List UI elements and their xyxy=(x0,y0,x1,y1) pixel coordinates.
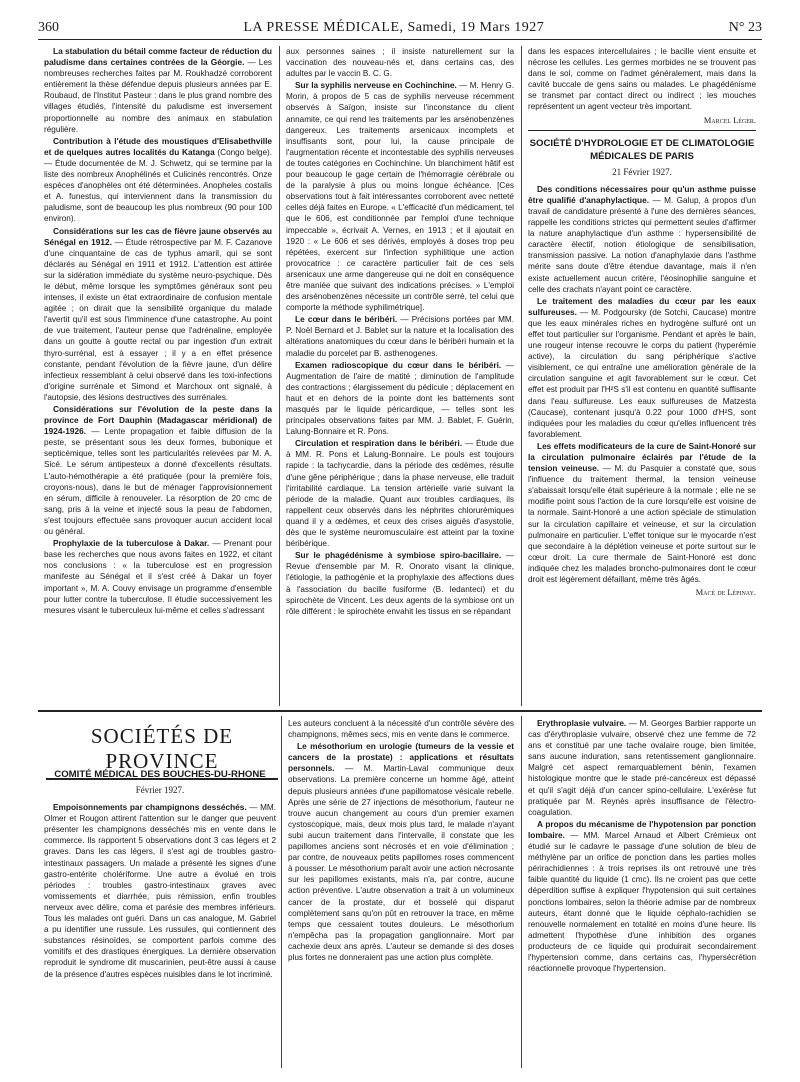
article-heading: Examen radioscopique du cœur dans le béribéri. xyxy=(295,359,502,370)
article-body: — Étude rétrospective par M. F. Cazanove d'une cinquantaine de cas de typhus amaril, qui se sont déclarés au Sénégal en 1911 et 1912. L'attention est attirée sur la sidération immédiate du système neuro-psychique. Dès le début, même lorsque les symptômes généraux sont peu intenses, il existe un état extraordinaire de confusion mentale agitée ; on dirait que la sensibilité organique du malade l'avertit qu'il est sous l'imminence d'une catastrophe. Au point de vue traitement, l'auteur pense que l'adrénaline, employée dans un goutte à goutte rectal ou par ingestion d'un extrait thyro-surrénal, est à essayer ; il y a en effet présence constante, pendant l'évolution de la fièvre jaune, d'un délire infectieux ressemblant à celui observé dans les toxi-infections d'origine surrénale et Simond et Marchoux ont signalé, à l'autopsie, des lésions destructives des surrénales. xyxy=(44,237,272,402)
article-body: — Revue d'ensemble par M. R. Onorato visant la clinique, l'étiologie, la pathogénie et la prophylaxie des affections dues à l'association du bacille fusiforme (B. ledanteci) et du spirochète de Vincent. Les deux agents de la symbiose ont un rôle différent : le spirochète envahit les tissus en se répandant xyxy=(286,551,514,616)
article-body: Les auteurs concluent à la nécessité d'un contrôle sévère des champignons, mêmes secs, mis en vente dans le commerce. xyxy=(288,719,514,740)
article-body: — Augmentation de l'aire de matité ; diminution de l'amplitude des contractions ; élargissement du pédicule ; déplacement en haut et en dehors de la pointe dont les battements sont masqués par le liquide péricardique, — telles sont les principales observations faites par MM. J. Bablet, F. Guérin, Lalung-Bonnaire et R. Pons. xyxy=(286,360,514,437)
article-paragraph xyxy=(286,80,514,313)
column-top-middle xyxy=(286,46,514,706)
committee-date: Février 1927. xyxy=(135,785,185,795)
journal-title: LA PRESSE MÉDICALE, Samedi, 19 Mars 1927 xyxy=(243,20,545,35)
article-heading: Empoisonnements par champignons desséchés. xyxy=(53,802,247,813)
column-bottom-middle xyxy=(288,718,514,1070)
session-date: 21 Février 1927. xyxy=(612,166,672,177)
article-paragraph xyxy=(286,46,514,79)
article-continuation: dans les espaces intercellulaires ; le bacille vient ensuite et nécrose les cellules. Les germes morbides ne se trouvent pas dans le sol, comme on l'admet généralement, mais dans la cavité buccale de gens sains ou malades. Le phagédénisme se transmet par contact direct ou indirect ; les mouches représentent un agent vecteur très important. xyxy=(528,47,756,112)
section-rule xyxy=(528,130,756,131)
article-heading: Le traitement des maladies du cœur par les eaux sulfureuses. xyxy=(528,295,756,317)
article-list xyxy=(44,802,276,980)
article-body: — M. Podgoursky (de Sotchi, Caucase) montre que les eaux minérales riches en hydrogène sulfuré ont un effet tout particulier sur l'organisme. Pendant et après le bain, une rougeur intense recouvre le corps du patient (hyperémie active), la circulation du sang périphérique s'active visiblement, ce qui entraîne une amélioration générale de la circulation sanguine et agit favorablement sur le cœur. Cet effet est produit par l'H²S s'il est contenu en quantité suffisante dans l'eau sulfureuse. Les eaux sulfureuses de Matzesta (Caucase), contenant jusqu'à 0.22 pour 1000 d'H²S, sont indiquées pour les maladies du cœur qu'elles influencent très favorablement. xyxy=(528,307,756,439)
article-body: — M. Henry G. Morin, à propos de 5 cas de syphilis nerveuse récemment observés à Saïgon, insiste sur l'inconstance du client annamite, ce qui rend les traitements par les arsénobenzènes dangereux. Les traitements arsenicaux incomplets et insuffisants sont, pour lui, la cause principale de l'augmentation récente et incontestable des syphilis nerveuses de toutes catégories en Cochinchine. Un blanchiment hâtif est pour beaucoup le gage certain de l'hémorragie cérébrale ou de la paralysie à plus ou moins longue échéance. [Ces observations tout à fait intéressantes corroborent avec netteté celles déjà faites en Europe. « L'efficacité d'un médicament, tel que le 606, est conditionnée par l'emploi d'une technique impeccable », écrivait A. Vernes, en 1913 ; et il ajoutait en 1920 : « Le 606 et ses dérivés, employés à doses trop peu répétées, exercent sur l'infection syphilitique une action provocatrice : ce caractère particulier fait de ces sels arsenicaux une arme dangereuse qui ne doit en conséquence être maniée que suivant des indications précises. » L'emploi des arsénobenzènes nécessite un contrôle serré, tel celui que comporte la méthode syphilimétrique]. xyxy=(286,81,514,313)
column-divider xyxy=(279,46,280,706)
society-title: SOCIÉTÉ D'HYDROLOGIE ET DE CLIMATOLOGIE MÉDICALES DE PARIS xyxy=(529,137,755,162)
article-paragraph xyxy=(528,296,756,440)
article-heading: Considérations sur les cas de fièvre jaune observés au Sénégal en 1912. xyxy=(44,225,272,247)
article-body: — MM. Marcel Arnaud et Albert Crémieux ont étudié sur le cadavre le passage d'une solution de bleu de méthylène par un orifice de ponction dans les parties molles périrachidiennes : à trois reprises ils ont retrouvé une très faible quantité du liquide (1 cmc). Ils ne croient pas que cette déperdition suffise à expliquer l'hypotension qui suit certaines ponctions lombaires, selon la théorie admise par de nombreux auteurs, étant donné que le liquide céphalo-rachidien se renouvelle normalement en totalité en moins d'une heure. Ils admettent l'hypothèse d'une inhibition des organes producteurs de ce liquide qui produirait secondairement l'hypertension comme, dans certains cas, l'hypersécrétion réactionnelle provoque l'hypertension. xyxy=(528,830,756,974)
article-list xyxy=(528,718,756,974)
article-paragraph xyxy=(44,802,276,980)
article-heading: Des conditions nécessaires pour qu'un asthme puisse être qualifié d'anaphylactique. xyxy=(528,183,756,205)
section-title-provinces: SOCIÉTÉS DE PROVINCE xyxy=(46,724,278,780)
article-body: — Précisions portées par MM. P. Noël Bernard et J. Bablet sur la nature et la localisation des altérations anatomiques du cœur dans le béribéri humain et la maladie du porcelet par B. asthenogenes. xyxy=(286,315,514,358)
article-paragraph xyxy=(528,819,756,974)
article-list xyxy=(288,718,514,963)
page-divider xyxy=(38,710,762,712)
article-body: (Congo belge). — Étude documentée de M. J. Schwetz, qui se termine par la liste des nombreux Anophélinés et Culicinés rencontrés. Onze espèces d'anophèles ont été déterminées. Anopheles costalis et A. funestus, qui interviennent dans la transmission du paludisme, sont de beaucoup les plus nombreux (90 pour 100 environ). xyxy=(44,147,272,224)
article-heading: Erythroplasie vulvaire. xyxy=(537,718,627,728)
article-paragraph xyxy=(528,184,756,295)
article-body: — Étude due à MM. R. Pons et Lalung-Bonnaire. Le pouls est toujours rapide : la tachycardie, dans la période des œdèmes, résulte d'une gêne périphérique ; dans la phase nerveuse, elle traduit l'irritabilité cardiaque. La tension artérielle varie suivant la période de la maladie. Quant aux troubles cardiaques, ils rappellent ceux observés dans les néphrites chlorurémiques quand il y a œdèmes, et ceux des crises aiguës d'asystolie, dès que le système neuromusculaire est atteint par la toxine béribérique. xyxy=(286,439,514,549)
article-heading: A propos du mécanisme de l'hypotension par ponction lombaire. xyxy=(528,818,756,840)
article-paragraph xyxy=(286,360,514,438)
article-paragraph xyxy=(44,538,272,616)
committee-title: COMITÉ MÉDICAL DES BOUCHES-DU-RHONE xyxy=(54,769,266,780)
article-paragraph xyxy=(288,741,514,963)
article-paragraph xyxy=(286,438,514,549)
article-heading: Prophylaxie de la tuberculose à Dakar. xyxy=(53,538,210,549)
page-header xyxy=(38,14,762,40)
article-heading: La stabulation du bétail comme facteur de réduction du paludisme dans certaines contrées de la Géorgie. xyxy=(44,46,272,68)
article-heading: Sur la syphilis nerveuse en Cochinchine. xyxy=(295,80,457,91)
article-body: — M. Galup, à propos d'un travail de candidature présenté à l'une des dernières séances, rappelle les conditions strictes qui permettent seules d'affirmer la nature anaphylactique d'un asthme : hypersensibilité de caractère électif, notion étiologique de sensibilisation, transmission passive. La notion d'anaphylaxie dans l'asthme mérite sans doute d'être étendue davantage, mais il n'en existe actuellement aucun critère, l'éosinophilie sanguine et celle des crachats n'ayant point ce caractère. xyxy=(528,195,756,294)
article-heading: Circulation et respiration dans le béribéri. xyxy=(295,438,463,449)
article-body: — Les nombreuses recherches faites par M. Roukhadzé corroborent entièrement la thèse défendue depuis plusieurs années par E. Roubaud, de l'Institut Pasteur : dans le plus grand nombre des villages étudiés, l'intensité du paludisme est inversement proportionnelle au nombre des animaux en stabulation régulière. xyxy=(44,58,272,134)
article-paragraph xyxy=(286,550,514,617)
article-body: aux personnes saines ; il insiste naturellement sur la vaccination des nouveau-nés et, dans certains cas, des adultes par le vaccin B. C. G. xyxy=(286,47,514,79)
column-top-right xyxy=(528,46,756,706)
article-paragraph xyxy=(528,718,756,818)
article-heading: Sur le phagédénisme à symbiose spiro-bacillaire. xyxy=(295,550,502,561)
page-number: 360 xyxy=(38,20,59,35)
article-list xyxy=(286,46,514,617)
article-heading: Les effets modificateurs de la cure de Saint-Honoré sur la circulation pulmonaire éclairés par l'étude de la tension veineuse. xyxy=(528,440,756,474)
article-paragraph xyxy=(528,441,756,585)
article-paragraph xyxy=(44,46,272,135)
article-paragraph xyxy=(44,136,272,225)
article-paragraph xyxy=(288,718,514,740)
article-body: — M. du Pasquier a constaté que, sous l'influence du traitement thermal, la tension veineuse s'abaissait lorsqu'elle était supérieure à la normale ; elle ne se modifie point sous l'action de la cure lorsqu'elle est voisine de la normale. Saint-Honoré a une action spéciale de stimulation sur la circulation capillaire et veineuse, et sur la circulation pulmonaire en particulier. L'effet tonique sur le myocarde n'est que secondaire à la déplétion veineuse et porte surtout sur le cœur droit. La cure thermale de Saint-Honoré est donc indiquée chez les malades broncho-pulmonaires dont le cœur droit est légèrement défaillant, même très âgés. xyxy=(528,464,756,585)
article-heading: Le mésothorium en urologie (tumeurs de la vessie et cancers de la prostate) : applications et résultats personnels. xyxy=(288,741,514,774)
article-body: — M. Martin-Laval communique deux observations. La première concerne un homme âgé, atteint depuis plusieurs années d'une papillomatose vésicale rebelle. Après une série de 27 injections de mésothorium, l'auteur ne trouve aucun changement au cours d'un premier examen cystoscopique, mais, deux mois plus tard, le malade n'ayant subi aucun traitement dans l'intervalle, il constate que les papillomes anciens sont nécrosés et en voie d'élimination ; par contre, de nouveaux petits papillomes roses commencent à pousser. Le mésothorium paraît avoir une action nécrosante sur les papillomes existants, mais n'a, par contre, aucune action préventive. L'autre observation a trait à un volumineux cancer de la prostate, dur et bosselé qui disparut complètement sans qu'on pût en retrouver la trace, en même temps que cessaient toutes douleurs. Le mésothorium n'empêcha pas la propagation ganglionnaire. Mort par cachexie deux ans après. L'auteur se demande si des doses plus fortes ne donneraient pas une action plus complète. xyxy=(288,764,514,962)
article-paragraph xyxy=(44,226,272,404)
article-body: — MM. Olmer et Rougon attirent l'attention sur le danger que peuvent présenter les champignons desséchés mis en vente dans le commerce. Ils rapportent 5 observations dont 3 cas légers et 2 graves. Dans les cas légers, il s'est agi de troubles gastro-intestinaux passagers. Un malade a présenté les signes d'une gastro-entérite cholériforme. Une autre a évolué en trois périodes : troubles gastro-intestinaux graves avec vomissements et diarrhée, puis rémission, enfin troubles nerveux avec délire, coma et parésie des membres inférieurs. Tous les malades ont guéri. Dans un cas analogue, M. Gabriel a pu identifier une russule. Les russules, qui contiennent des substances résinoïdes, se comportent parfois comme des vomitifs et des drastiques énergiques. La dernière observation reproduit le syndrome dit muscarinien, peut-être aussi à cause de la présence d'autres espèces nuisibles dans le lot incriminé. xyxy=(44,803,276,979)
column-bottom-left xyxy=(44,764,276,1069)
article-heading: Le cœur dans le béribéri. xyxy=(295,314,398,325)
author-signature: Marcel Léger. xyxy=(703,115,756,125)
article-paragraph xyxy=(44,404,272,537)
article-list xyxy=(528,184,756,585)
article-paragraph xyxy=(286,314,514,358)
issue-number: N° 23 xyxy=(728,20,762,35)
article-list xyxy=(44,46,272,616)
column-bottom-right xyxy=(528,718,756,1070)
article-body: — M. Georges Barbier rapporte un cas d'érythroplasie vulvaire, observé chez une femme de 72 ans et constitué par une tache ovalaire rouge, bien limitée, sans aucune induration, sans retentissement ganglionnaire. Malgré cet aspect remarquablement bénin, l'examen histologique montre que le stade pré-cancéreux est dépassé et qu'il s'agit déjà d'un cancer spino-cellulaire. L'exérèse fut pratiquée par M. Reynès après insuffisance de l'électro-coagulation. xyxy=(528,719,756,817)
author-signature: Macé de Lépinay. xyxy=(695,588,756,598)
article-body: — Lente propagation et faible diffusion de la peste, se présentant sous les deux formes, bubonique et septicémique, telles sont les particularités relevées par M. A. Sicé. Le sérum antipesteux a donné d'excellents résultats. L'auto-hémothérapie a été pratiquée (pour la première fois, croyons-nous), dans le but de ménager l'approvisionnement en sérum, difficile à renouveler. La résorption de 20 cmc de sang, pris à la veine et injecté sous la peau de l'abdomen, s'est toujours effectuée sans provoquer aucun accident local ou général. xyxy=(44,427,272,537)
article-heading: Considérations sur l'évolution de la peste dans la province de Fort Dauphin (Madagascar méridional) de 1924-1926. xyxy=(44,404,272,437)
column-divider xyxy=(521,716,522,1068)
column-divider xyxy=(281,716,282,1068)
article-heading: Contribution à l'étude des moustiques d'Elisabethville et de quelques autres localités du Katanga xyxy=(44,135,272,157)
column-top-left xyxy=(44,46,272,706)
column-divider xyxy=(521,46,522,706)
article-body: — Prenant pour base les recherches que nous avons faites en 1922, et citant nos conclusions : « la tuberculose est en progression manifeste au Sénégal et il s'est créé à Dakar un foyer important », M. A. Couvy envisage un programme d'ensemble pour lutter contre la tuberculose. Il étudie successivement les mesures visant le tuberculeux lui-même et celles s'adressant xyxy=(44,539,272,615)
